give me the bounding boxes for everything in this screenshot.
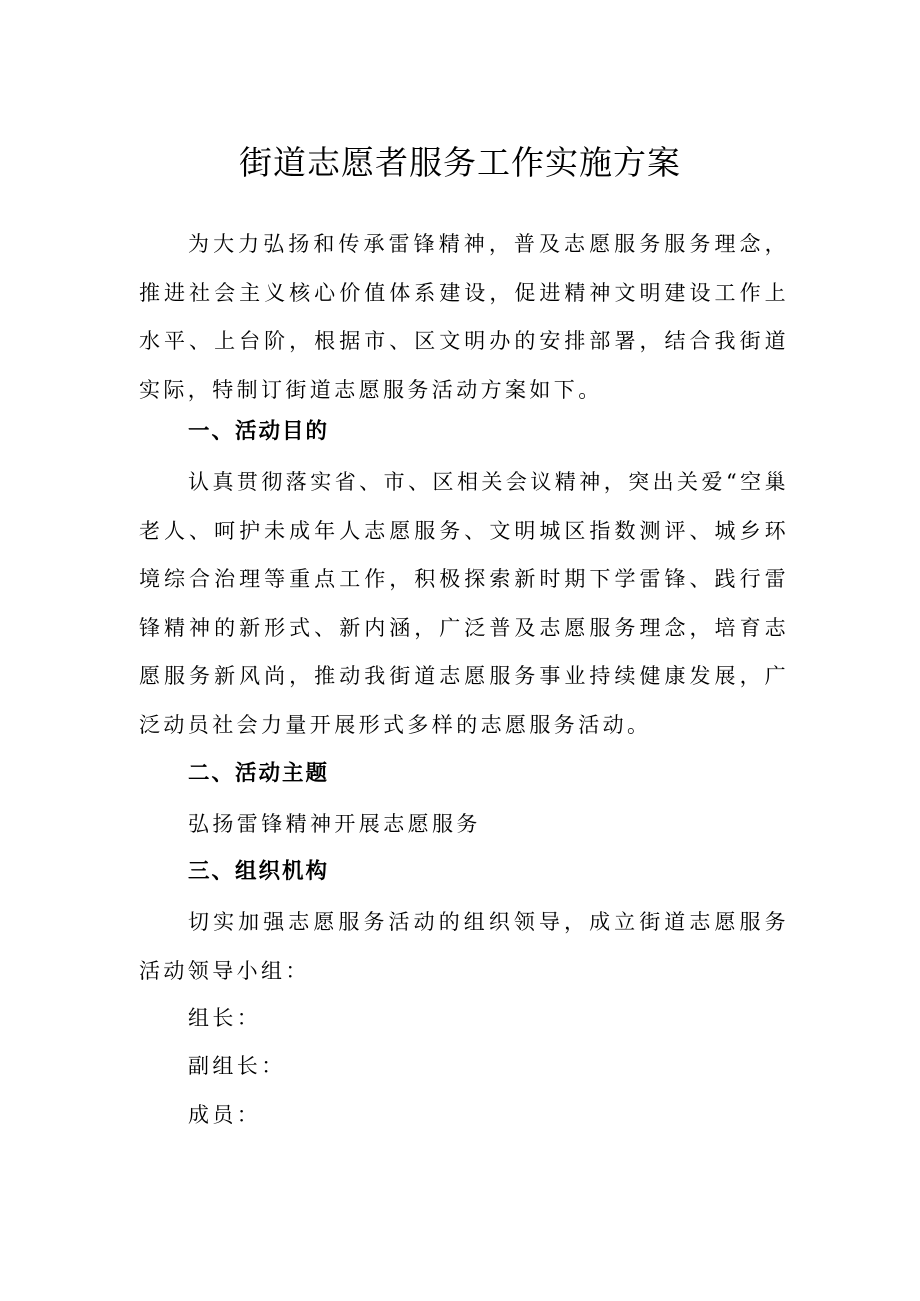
- intro-paragraph: 为大力弘扬和传承雷锋精神，普及志愿服务服务理念，推进社会主义核心价值体系建设，促进精神文明建设工作上水平、上台阶，根据市、区文明办的安排部署，结合我街道实际，特制订街道志愿服务活动方案如下。: [139, 232, 789, 402]
- section-2-heading: 二、活动主题: [188, 761, 330, 786]
- members-line: 成员：: [188, 1103, 262, 1127]
- section-3-heading: 三、组织机构: [188, 859, 330, 884]
- leader-line: 组长：: [188, 1006, 262, 1030]
- section-1-heading: 一、活动目的: [188, 419, 330, 444]
- section-1-body: 认真贯彻落实省、市、区相关会议精神，突出关爱“空巢老人、呵护未成年人志愿服务、文明城区指数测评、城乡环境综合治理等重点工作，积极探索新时期下学雷锋、践行雷锋精神的新形式、新内涵，广泛普及志愿服务理念，培育志愿服务新风尚，推动我街道志愿服务事业持续健康发展，广泛动员社会力量开展形式多样的志愿服务活动。: [139, 470, 789, 737]
- section-2-body: 弘扬雷锋精神开展志愿服务: [188, 812, 481, 836]
- deputy-leader-line: 副组长：: [188, 1054, 286, 1078]
- section-3-body: 切实加强志愿服务活动的组织领导，成立街道志愿服务活动领导小组：: [139, 910, 789, 983]
- document-title: 街道志愿者服务工作实施方案: [239, 143, 681, 182]
